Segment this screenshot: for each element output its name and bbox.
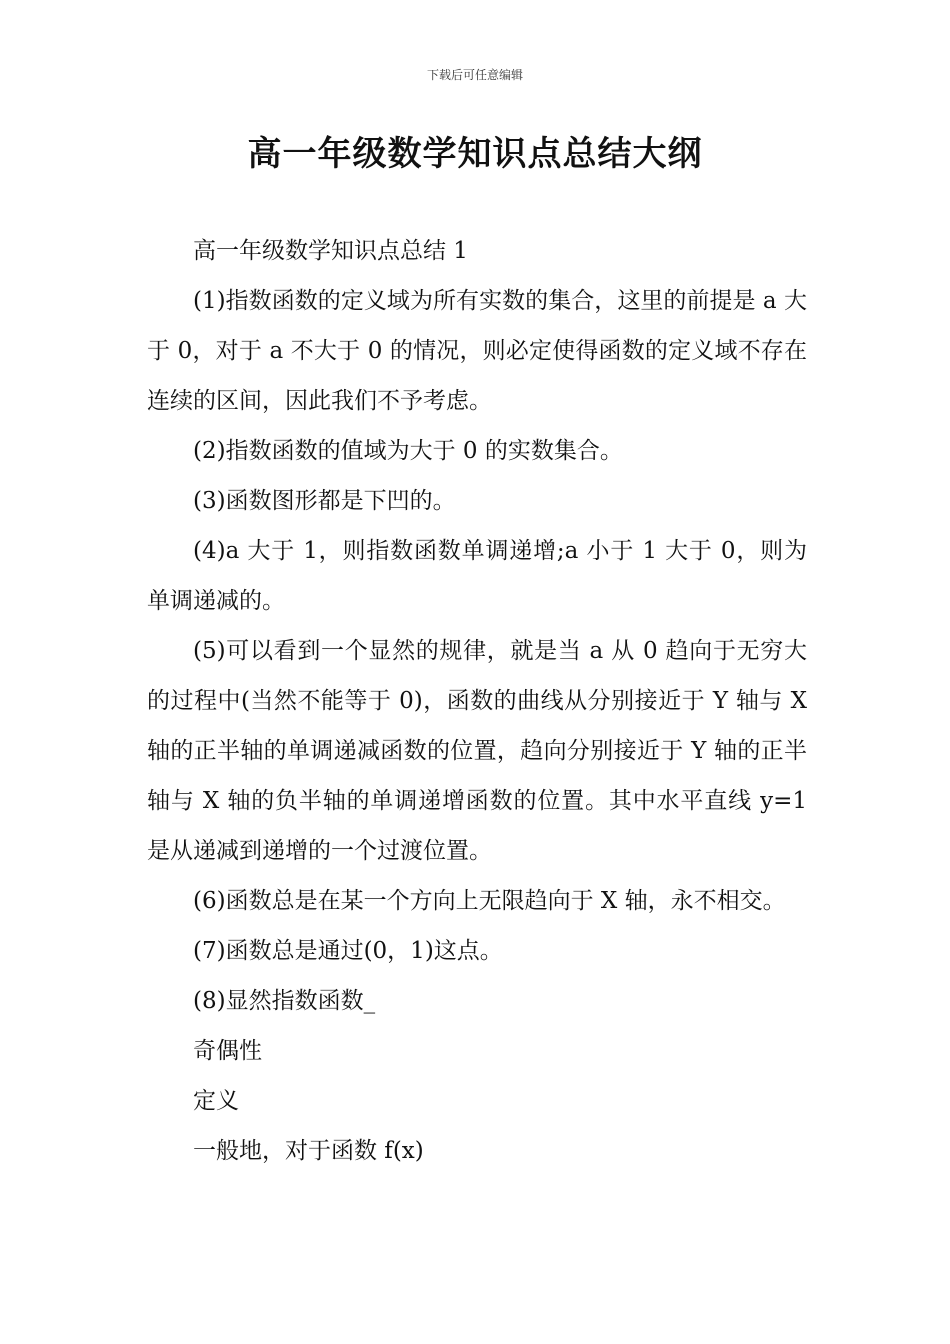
document-title: 高一年级数学知识点总结大纲	[247, 134, 703, 174]
document-body	[147, 226, 807, 1176]
paragraph-3: (3)函数图形都是下凹的。	[193, 488, 456, 514]
header-note: 下载后可任意编辑	[426, 68, 523, 82]
paragraph-5: (5)可以看到一个显然的规律，就是当 a 从 0 趋向于无穷大的过程中(当然不能等于 0)，函数的曲线从分别接近于 Y 轴与 X 轴的正半轴的单调递减函数的位置，趋向分别接近于 Y 轴的正半轴与 X 轴的负半轴的单调递增函数的位置。其中水平直线 y=1 是从递减到递增的一个过渡位置。	[147, 638, 807, 864]
paragraph-definition-text: 一般地，对于函数 f(x)	[193, 1138, 424, 1164]
section-heading: 高一年级数学知识点总结 1	[193, 238, 468, 264]
paragraph-2: (2)指数函数的值域为大于 0 的实数集合。	[193, 438, 623, 464]
paragraph-8: (8)显然指数函数_	[193, 988, 376, 1014]
paragraph-6: (6)函数总是在某一个方向上无限趋向于 X 轴，永不相交。	[193, 888, 786, 914]
paragraph-7: (7)函数总是通过(0，1)这点。	[193, 938, 503, 964]
subheading-definition: 定义	[193, 1088, 239, 1114]
subheading-parity: 奇偶性	[193, 1038, 262, 1064]
paragraph-4: (4)a 大于 1，则指数函数单调递增;a 小于 1 大于 0，则为单调递减的。	[147, 538, 807, 614]
paragraph-1: (1)指数函数的定义域为所有实数的集合，这里的前提是 a 大于 0，对于 a 不大于 0 的情况，则必定使得函数的定义域不存在连续的区间，因此我们不予考虑。	[147, 288, 807, 414]
